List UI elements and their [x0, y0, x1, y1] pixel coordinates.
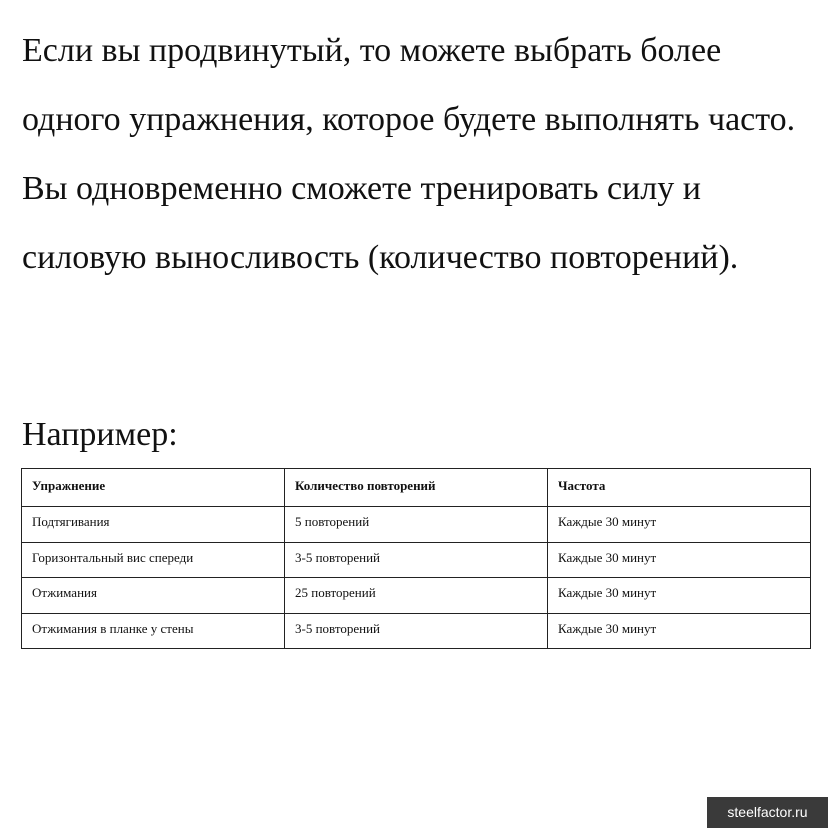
table-cell-frequency: Каждые 30 минут	[548, 542, 811, 578]
table-cell-exercise: Отжимания в планке у стены	[22, 613, 285, 649]
column-header-repetitions: Количество повторений	[285, 469, 548, 507]
table-cell-repetitions: 25 повторений	[285, 578, 548, 614]
table-cell-exercise: Подтягивания	[22, 507, 285, 543]
example-heading: Например:	[22, 416, 178, 453]
table-cell-repetitions: 3-5 повторений	[285, 542, 548, 578]
table-cell-frequency: Каждые 30 минут	[548, 578, 811, 614]
table-cell-frequency: Каждые 30 минут	[548, 613, 811, 649]
table-cell-repetitions: 3-5 повторений	[285, 613, 548, 649]
table-row	[22, 542, 811, 578]
column-header-frequency: Частота	[548, 469, 811, 507]
intro-paragraph: Если вы продвинутый, то можете выбрать более одного упражнения, которое будете выполнять часто. Вы одновременно сможете тренировать силу и силовую выносливость (количество повторений).	[22, 32, 796, 276]
table-row	[22, 507, 811, 543]
table-row	[22, 613, 811, 649]
table-cell-exercise: Горизонтальный вис спереди	[22, 542, 285, 578]
exercise-table-container	[21, 468, 810, 649]
watermark-label: steelfactor.ru	[707, 797, 828, 828]
table-cell-exercise: Отжимания	[22, 578, 285, 614]
table-cell-frequency: Каждые 30 минут	[548, 507, 811, 543]
table-cell-repetitions: 5 повторений	[285, 507, 548, 543]
table-row	[22, 578, 811, 614]
column-header-exercise: Упражнение	[22, 469, 285, 507]
exercise-table	[21, 468, 811, 649]
table-header-row	[22, 469, 811, 507]
